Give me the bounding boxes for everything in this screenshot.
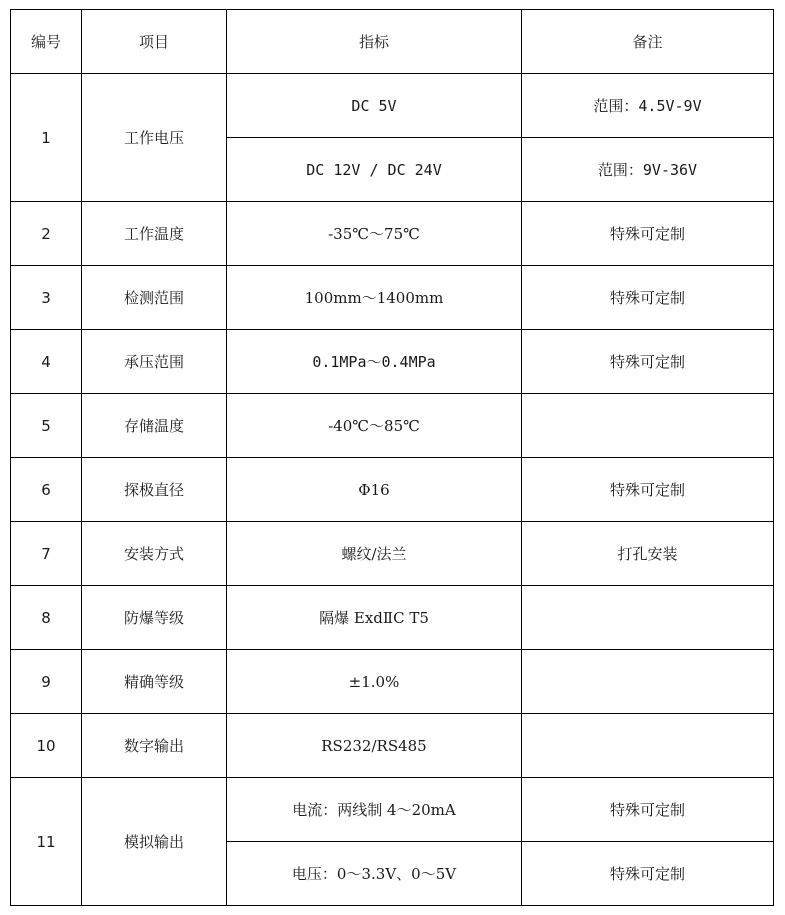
header-spec: 指标: [227, 10, 522, 74]
row-item: 工作电压: [82, 74, 227, 202]
row-item: 探极直径: [82, 458, 227, 522]
row-item: 工作温度: [82, 202, 227, 266]
table-row: [11, 586, 774, 650]
row-note: 特殊可定制: [522, 202, 774, 266]
row-note: 打孔安装: [522, 522, 774, 586]
row-no: 1: [11, 74, 82, 202]
row-note: [522, 586, 774, 650]
row-spec: 隔爆 ExdⅡC T5: [227, 586, 522, 650]
row-no: 7: [11, 522, 82, 586]
row-no: 9: [11, 650, 82, 714]
row-item: 承压范围: [82, 330, 227, 394]
table-row: [11, 266, 774, 330]
header-note: 备注: [522, 10, 774, 74]
row-no: 3: [11, 266, 82, 330]
row-spec: RS232/RS485: [227, 714, 522, 778]
row-no: 2: [11, 202, 82, 266]
row-item: 模拟输出: [82, 778, 227, 906]
row-no: 11: [11, 778, 82, 906]
spec-table: [10, 9, 774, 906]
row-note: [522, 394, 774, 458]
row-note: [522, 714, 774, 778]
row-no: 5: [11, 394, 82, 458]
row-spec: ±1.0%: [227, 650, 522, 714]
row-spec: DC 12V / DC 24V: [227, 138, 522, 202]
row-spec: -35℃～75℃: [227, 202, 522, 266]
row-item: 安装方式: [82, 522, 227, 586]
row-no: 6: [11, 458, 82, 522]
table-row: [11, 650, 774, 714]
header-item: 项目: [82, 10, 227, 74]
row-spec: Φ16: [227, 458, 522, 522]
row-spec: 100mm～1400mm: [227, 266, 522, 330]
row-item: 存储温度: [82, 394, 227, 458]
row-spec: 电流：两线制 4～20mA: [227, 778, 522, 842]
row-note: 特殊可定制: [522, 778, 774, 842]
row-note: 范围：9V-36V: [522, 138, 774, 202]
row-item: 检测范围: [82, 266, 227, 330]
row-note: 特殊可定制: [522, 330, 774, 394]
row-spec: DC 5V: [227, 74, 522, 138]
table-row: [11, 394, 774, 458]
table-row: [11, 74, 774, 138]
table-row: [11, 202, 774, 266]
row-item: 数字输出: [82, 714, 227, 778]
row-no: 8: [11, 586, 82, 650]
row-note: 特殊可定制: [522, 266, 774, 330]
row-note: [522, 650, 774, 714]
row-no: 4: [11, 330, 82, 394]
row-note: 范围：4.5V-9V: [522, 74, 774, 138]
row-note: 特殊可定制: [522, 458, 774, 522]
row-item: 防爆等级: [82, 586, 227, 650]
table-row: [11, 458, 774, 522]
row-item: 精确等级: [82, 650, 227, 714]
row-note: 特殊可定制: [522, 842, 774, 906]
header-no: 编号: [11, 10, 82, 74]
row-spec: 0.1MPa～0.4MPa: [227, 330, 522, 394]
table-row: [11, 714, 774, 778]
header-row: [11, 10, 774, 74]
row-spec: 螺纹/法兰: [227, 522, 522, 586]
row-spec: 电压：0～3.3V、0～5V: [227, 842, 522, 906]
table-row: [11, 522, 774, 586]
table-row: [11, 330, 774, 394]
row-no: 10: [11, 714, 82, 778]
row-spec: -40℃～85℃: [227, 394, 522, 458]
table-row: [11, 778, 774, 842]
